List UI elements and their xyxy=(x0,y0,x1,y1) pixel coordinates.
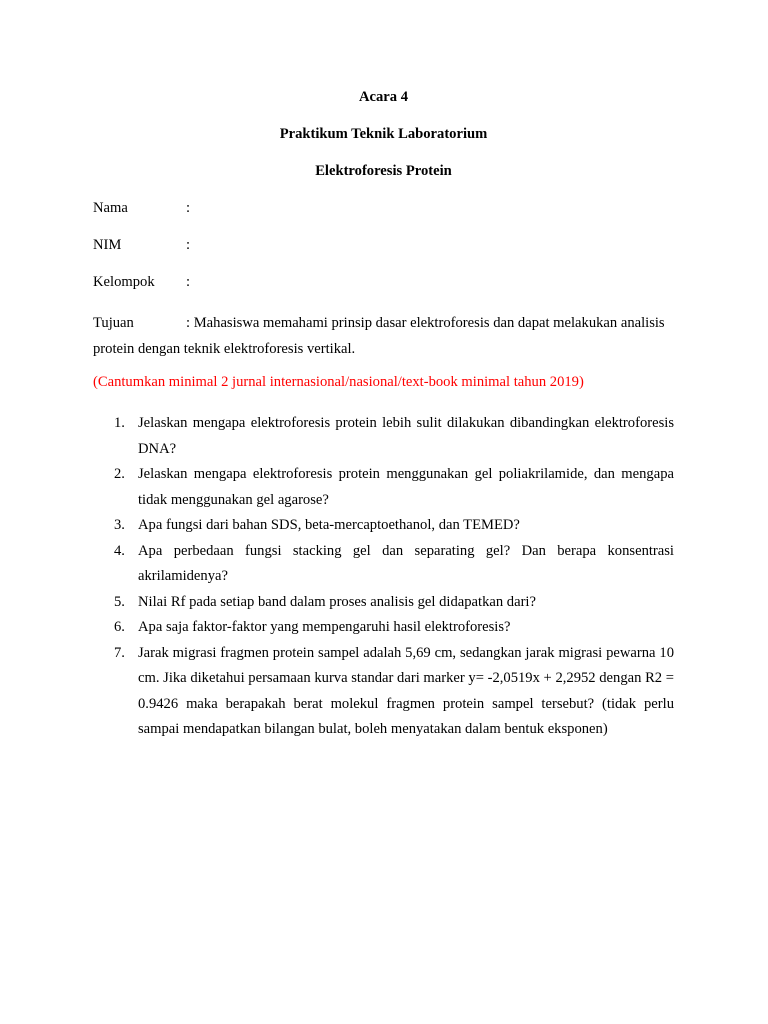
nama-label: Nama xyxy=(93,200,128,216)
document-page xyxy=(93,0,674,1024)
reference-note: (Cantumkan minimal 2 jurnal internasional/nasional/text-book minimal tahun 2019) xyxy=(93,374,584,390)
tujuan-paragraph xyxy=(93,310,674,362)
question-number: 1. xyxy=(114,415,125,431)
tujuan-text: : Mahasiswa memahami prinsip dasar elektroforesis dan dapat melakukan analisis protein dengan teknik elektroforesis vertikal. xyxy=(93,315,665,357)
question-number: 6. xyxy=(114,619,125,635)
question-number: 2. xyxy=(114,466,125,482)
question-number: 4. xyxy=(114,542,125,559)
question-item xyxy=(93,513,674,539)
nim-field-row xyxy=(93,236,674,254)
question-text: Apa fungsi dari bahan SDS, beta-mercaptoethanol, dan TEMED? xyxy=(138,517,520,533)
topic-title-heading: Elektroforesis Protein xyxy=(315,163,452,179)
nim-colon: : xyxy=(186,237,191,253)
question-number: 3. xyxy=(114,517,125,533)
nama-colon: : xyxy=(186,200,191,216)
tujuan-label: Tujuan xyxy=(93,315,134,331)
question-number: 5. xyxy=(114,593,125,610)
question-text: Jarak migrasi fragmen protein sampel adalah 5,69 cm, sedangkan jarak migrasi pewarna 10 cm. Jika diketahui persamaan kurva standar dari marker y= -2,0519x + 2,2952 dengan R2 = 0.9426 maka berapakah berat molekul fragmen protein sampel tersebut? (tidak perlu sampai mendapatkan bilangan bulat, boleh menyatakan dalam bentuk eksponen) xyxy=(138,644,674,737)
question-text: Jelaskan mengapa elektroforesis protein lebih sulit dilakukan dibandingkan elektroforesis DNA? xyxy=(138,415,674,457)
assignment-number-heading: Acara 4 xyxy=(358,89,409,105)
question-item xyxy=(93,641,674,743)
question-list xyxy=(93,411,674,743)
nama-field-row xyxy=(93,199,674,217)
kelompok-field-row xyxy=(93,273,674,291)
kelompok-colon: : xyxy=(186,274,191,290)
question-text: Apa saja faktor-faktor yang mempengaruhi hasil elektroforesis? xyxy=(138,619,511,635)
kelompok-label: Kelompok xyxy=(93,274,155,290)
question-text: Apa perbedaan fungsi stacking gel dan separating gel? Dan berapa konsentrasi akrilamidenya? xyxy=(138,542,674,584)
question-text: Jelaskan mengapa elektroforesis protein menggunakan gel poliakrilamide, dan mengapa tidak menggunakan gel agarose? xyxy=(138,466,674,508)
question-item xyxy=(93,411,674,462)
question-item xyxy=(93,462,674,513)
question-item xyxy=(93,539,674,590)
question-text: Nilai Rf pada setiap band dalam proses analisis gel didapatkan dari? xyxy=(138,593,536,610)
course-title-heading: Praktikum Teknik Laboratorium xyxy=(279,126,488,142)
question-number: 7. xyxy=(114,644,125,661)
question-item xyxy=(93,590,674,616)
nim-label: NIM xyxy=(93,237,122,253)
question-item xyxy=(93,615,674,641)
